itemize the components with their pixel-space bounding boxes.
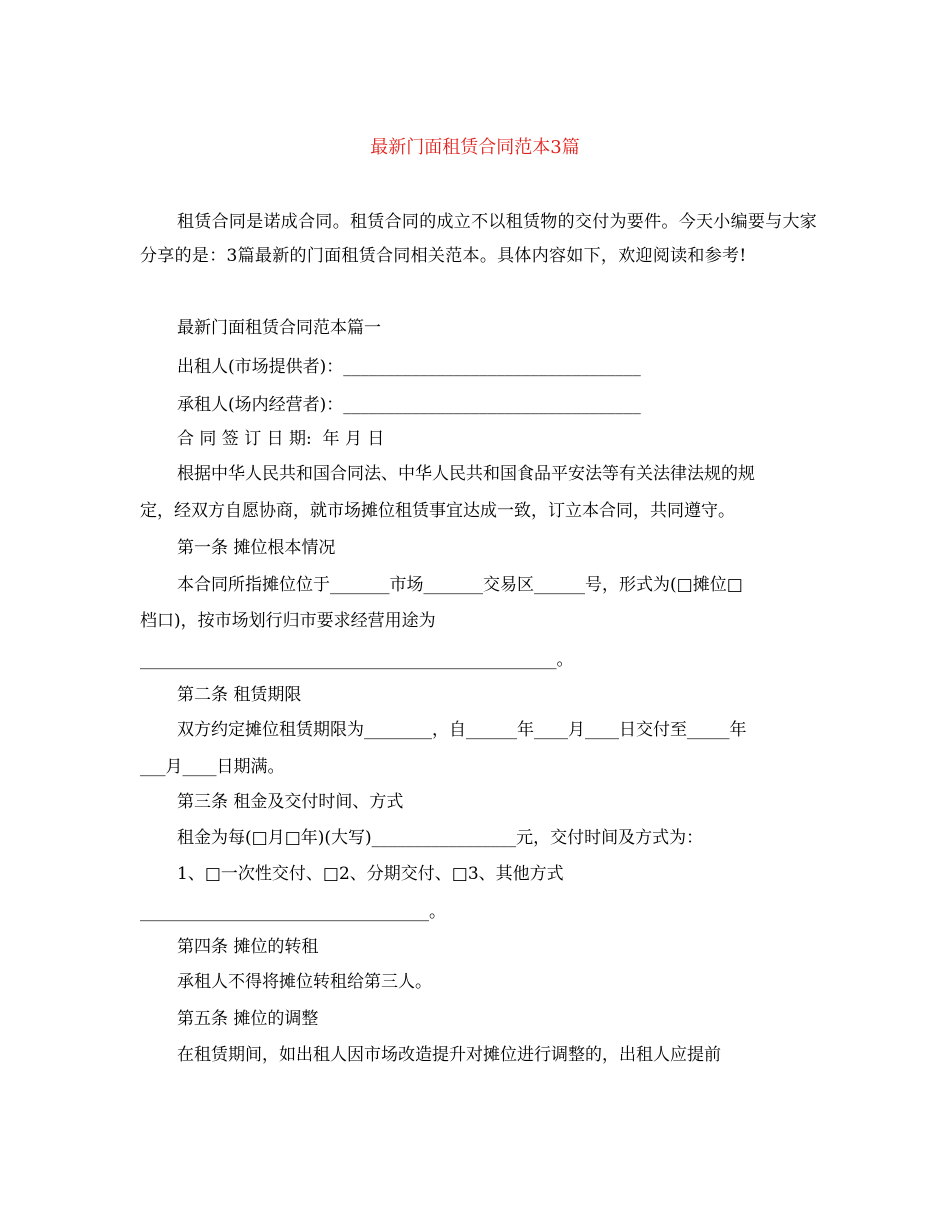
preamble-line-2: 定，经双方自愿协商，就市场摊位租赁事宜达成一致，订立本合同，共同遵守。: [140, 501, 735, 521]
document-title: 最新门面租赁合同范本3篇: [370, 137, 580, 158]
article-4-line-1: 承租人不得将摊位转租给第三人。: [177, 972, 432, 992]
article-3-line-1: 租金为每(□月□年)(大写)_________________元，交付时间及方式为：: [177, 828, 704, 848]
article-1-heading: 第一条 摊位根本情况: [177, 538, 336, 558]
article-3-heading: 第三条 租金及交付时间、方式: [177, 792, 404, 812]
intro-paragraph: 租赁合同是诺成合同。租赁合同的成立不以租赁物的交付为要件。今天小编要与大家分享的是：3篇最新的门面租赁合同相关范本。具体内容如下，欢迎阅读和参考!: [140, 212, 818, 266]
article-1-line-3: _________________________________________________。: [140, 650, 574, 670]
lessee-field: 承租人(场内经营者)：___________________________________: [177, 395, 641, 415]
article-4-heading: 第四条 摊位的转租: [177, 937, 319, 957]
article-2-line-1: 双方约定摊位租赁期限为________，自______年____月____日交付至_____年: [177, 720, 747, 740]
article-1-line-1: 本合同所指摊位位于_______市场_______交易区______号，形式为(□摊位□: [177, 575, 743, 595]
article-2-line-2: ___月____日期满。: [140, 757, 285, 777]
article-1-line-2: 档口)，按市场划行归市要求经营用途为: [140, 611, 436, 631]
article-2-heading: 第二条 租赁期限: [177, 685, 302, 705]
section-heading-contract-one: 最新门面租赁合同范本篇一: [177, 318, 381, 338]
article-5-heading: 第五条 摊位的调整: [177, 1009, 319, 1029]
article-3-line-2: 1、□一次性交付、□2、分期交付、□3、其他方式: [177, 864, 564, 884]
article-5-line-1: 在租赁期间，如出租人因市场改造提升对摊位进行调整的，出租人应提前: [177, 1045, 721, 1065]
signing-date-field: 合 同 签 订 日 期: 年 月 日: [177, 429, 385, 449]
preamble-line-1: 根据中华人民共和国合同法、中华人民共和国食品平安法等有关法律法规的规: [177, 464, 755, 484]
lessor-field: 出租人(市场提供者)：___________________________________: [177, 357, 641, 377]
article-3-line-3: __________________________________。: [140, 902, 446, 922]
